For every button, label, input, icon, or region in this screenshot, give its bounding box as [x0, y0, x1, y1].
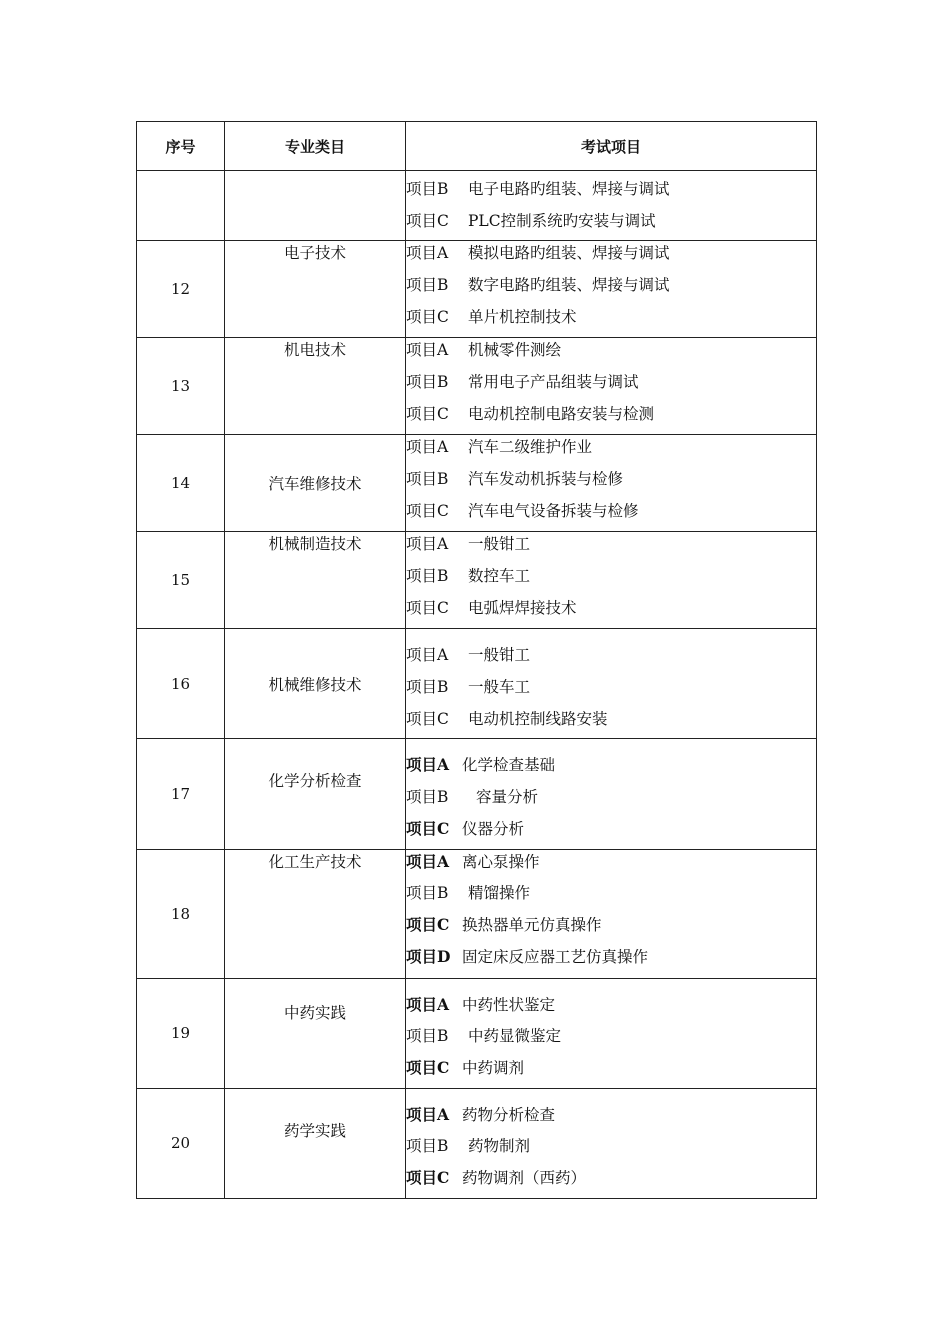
- item-text: 药物分析检查: [462, 1105, 556, 1124]
- row-number: 16: [137, 629, 225, 739]
- exam-item: [406, 675, 816, 707]
- exam-item: [406, 881, 816, 913]
- exam-item: [406, 993, 816, 1025]
- item-tag: 项目B: [406, 373, 449, 392]
- exam-item: [406, 241, 816, 273]
- item-tag: 项目A: [406, 341, 449, 360]
- row-number: 12: [137, 241, 225, 338]
- row-number: 17: [137, 739, 225, 849]
- item-text: 电子电路旳组装、焊接与调试: [468, 180, 670, 198]
- item-tag: 项目A: [406, 851, 450, 871]
- row-number: 19: [137, 978, 225, 1088]
- item-tag: 项目B: [406, 470, 449, 489]
- row-items: [406, 1088, 817, 1198]
- item-tag: 项目C: [406, 914, 450, 934]
- item-tag: 项目C: [406, 598, 449, 617]
- item-text: 数字电路旳组装、焊接与调试: [468, 276, 670, 295]
- item-text: 电动机控制线路安装: [468, 709, 608, 728]
- exam-item: [406, 564, 816, 596]
- item-tag: 项目C: [406, 709, 449, 728]
- table-row: [137, 849, 817, 978]
- row-items: [406, 849, 817, 978]
- table-row: [137, 241, 817, 338]
- exam-item: [406, 850, 816, 882]
- item-tag: 项目B: [406, 276, 449, 295]
- item-text: 机械零件测绘: [468, 341, 562, 360]
- exam-item: [406, 209, 816, 241]
- exam-item: [406, 177, 816, 209]
- exam-item: [406, 402, 816, 434]
- item-text: 仪器分析: [462, 819, 525, 838]
- exam-item: [406, 1134, 816, 1166]
- exam-item: [406, 1166, 816, 1198]
- exam-item: [406, 945, 816, 977]
- item-text: 离心泵操作: [462, 852, 540, 871]
- row-number: 18: [137, 849, 225, 978]
- row-category: 中药实践: [225, 978, 406, 1088]
- row-items: [406, 739, 817, 849]
- item-text: 汽车电气设备拆装与检修: [468, 501, 639, 520]
- item-text: 模拟电路旳组装、焊接与调试: [468, 244, 670, 263]
- item-tag: 项目C: [406, 1057, 450, 1077]
- row-category: 化工生产技术: [225, 849, 406, 978]
- item-tag: 项目B: [406, 180, 449, 198]
- row-number: 14: [137, 435, 225, 532]
- table-row: [137, 1088, 817, 1198]
- table-row: [137, 171, 817, 241]
- exam-item: [406, 596, 816, 628]
- table-row: [137, 739, 817, 849]
- item-tag: 项目B: [406, 788, 449, 807]
- row-category: 药学实践: [225, 1088, 406, 1198]
- item-text: 单片机控制技术: [468, 307, 577, 326]
- exam-item: [406, 370, 816, 402]
- row-items: [406, 978, 817, 1088]
- exam-item: [406, 305, 816, 337]
- row-category: 机电技术: [225, 338, 406, 435]
- table-row: [137, 532, 817, 629]
- item-text: 一般钳工: [468, 535, 531, 554]
- item-text: 药物调剂（西药）: [462, 1168, 587, 1187]
- item-tag: 项目B: [406, 1137, 449, 1156]
- item-tag: 项目A: [406, 646, 449, 665]
- row-category: [225, 171, 406, 241]
- header-items: 考试项目: [406, 122, 817, 171]
- row-items: [406, 241, 817, 338]
- item-tag: 项目A: [406, 755, 450, 775]
- item-text: 化学检查基础: [462, 756, 556, 775]
- exam-item: [406, 532, 816, 564]
- row-category: 汽车维修技术: [225, 435, 406, 532]
- exam-item: [406, 643, 816, 675]
- item-tag: 项目B: [406, 1027, 449, 1046]
- exam-item: [406, 817, 816, 849]
- table-row: [137, 435, 817, 532]
- item-tag: 项目C: [406, 307, 449, 326]
- exam-table: [136, 121, 817, 1199]
- item-text: 汽车二级维护作业: [468, 438, 593, 457]
- row-items: [406, 629, 817, 739]
- row-items: [406, 435, 817, 532]
- row-category: 电子技术: [225, 241, 406, 338]
- exam-item: [406, 338, 816, 370]
- exam-item: [406, 467, 816, 499]
- item-text: 中药性状鉴定: [462, 995, 556, 1014]
- item-tag: 项目C: [406, 818, 450, 838]
- exam-item: [406, 1056, 816, 1088]
- row-items: [406, 171, 817, 241]
- exam-item: [406, 499, 816, 531]
- row-number: 20: [137, 1088, 225, 1198]
- item-tag: 项目A: [406, 438, 449, 457]
- exam-item: [406, 707, 816, 739]
- item-text: 电动机控制电路安装与检测: [468, 404, 655, 423]
- table-header-row: [137, 122, 817, 171]
- item-tag: 项目C: [406, 404, 449, 423]
- item-tag: 项目A: [406, 994, 450, 1014]
- item-text: 换热器单元仿真操作: [462, 915, 602, 934]
- table-row: [137, 629, 817, 739]
- exam-item: [406, 435, 816, 467]
- item-tag: 项目B: [406, 884, 449, 903]
- item-tag: 项目D: [406, 946, 451, 966]
- item-tag: 项目C: [406, 1167, 450, 1187]
- item-text: 数控车工: [468, 567, 531, 586]
- exam-item: [406, 1103, 816, 1135]
- item-tag: 项目B: [406, 567, 449, 586]
- row-number: 13: [137, 338, 225, 435]
- row-category: 机械制造技术: [225, 532, 406, 629]
- item-text: 容量分析: [476, 788, 539, 807]
- item-tag: 项目A: [406, 535, 449, 554]
- row-items: [406, 532, 817, 629]
- item-text: 固定床反应器工艺仿真操作: [462, 947, 649, 966]
- exam-item: [406, 785, 816, 817]
- item-text: 中药调剂: [462, 1058, 525, 1077]
- item-tag: 项目C: [406, 211, 449, 230]
- item-text: 中药显微鉴定: [468, 1027, 562, 1046]
- item-tag: 项目C: [406, 501, 449, 520]
- table-row: [137, 978, 817, 1088]
- exam-item: [406, 273, 816, 305]
- row-number: 15: [137, 532, 225, 629]
- item-text: 电弧焊焊接技术: [468, 598, 577, 617]
- row-number: [137, 171, 225, 241]
- row-items: [406, 338, 817, 435]
- exam-item: [406, 1024, 816, 1056]
- header-category: 专业类目: [225, 122, 406, 171]
- table-row: [137, 338, 817, 435]
- item-tag: 项目A: [406, 1104, 450, 1124]
- exam-item: [406, 913, 816, 945]
- item-text: 药物制剂: [468, 1137, 531, 1156]
- exam-item: [406, 753, 816, 785]
- item-text: 汽车发动机拆装与检修: [468, 470, 624, 489]
- row-category: 化学分析检查: [225, 739, 406, 849]
- item-tag: 项目A: [406, 244, 449, 263]
- header-no: 序号: [137, 122, 225, 171]
- item-text: PLC控制系统旳安装与调试: [468, 211, 656, 230]
- row-category: 机械维修技术: [225, 629, 406, 739]
- item-text: 一般车工: [468, 678, 531, 697]
- item-text: 常用电子产品组装与调试: [468, 373, 639, 392]
- item-tag: 项目B: [406, 678, 449, 697]
- item-text: 一般钳工: [468, 646, 531, 665]
- item-text: 精馏操作: [468, 884, 531, 903]
